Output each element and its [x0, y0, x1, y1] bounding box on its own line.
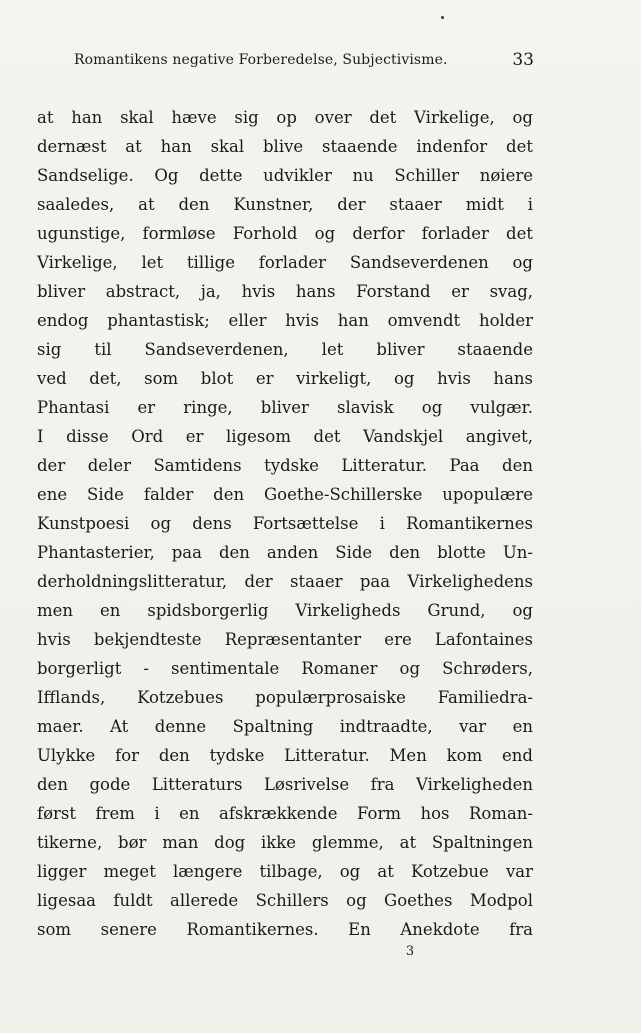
text-line: ugunstige, formløse Forhold og derfor forlader det	[37, 224, 533, 243]
text-line: Kunstpoesi og dens Fortsættelse i Romantikernes	[37, 514, 533, 533]
text-line: Phantasi er ringe, bliver slavisk og vulgær.	[37, 398, 533, 417]
body-text	[37, 103, 533, 944]
running-head: Romantikens negative Forberedelse, Subjectivisme.	[74, 52, 448, 68]
text-line: hvis bekjendteste Repræsentanter ere Lafontaines	[37, 630, 533, 649]
text-line: I disse Ord er ligesom det Vandskjel angivet,	[37, 427, 533, 446]
text-line: endog phantastisk; eller hvis han omvendt holder	[37, 311, 533, 330]
text-line: ved det, som blot er virkeligt, og hvis hans	[37, 369, 533, 388]
text-line: tikerne, bør man dog ikke glemme, at Spaltningen	[37, 833, 533, 852]
signature-mark: 3	[405, 944, 415, 959]
text-line: derholdningslitteratur, der staaer paa Virkelighedens	[37, 572, 533, 591]
text-line: ene Side falder den Goethe-Schillerske upopulære	[37, 485, 533, 504]
text-line: ligger meget længere tilbage, og at Kotzebue var	[37, 862, 533, 881]
text-line: maer. At denne Spaltning indtraadte, var en	[37, 717, 533, 736]
text-line: sig til Sandseverdenen, let bliver staaende	[37, 340, 533, 359]
text-line: Ifflands, Kotzebues populærprosaiske Familiedra-	[37, 688, 533, 707]
page-number: 33	[512, 50, 534, 70]
text-line: bliver abstract, ja, hvis hans Forstand er svag,	[37, 282, 533, 301]
text-line: Sandselige. Og dette udvikler nu Schiller nøiere	[37, 166, 533, 185]
text-line: men en spidsborgerlig Virkeligheds Grund, og	[37, 601, 533, 620]
text-line: borgerligt - sentimentale Romaner og Schrøders,	[37, 659, 533, 678]
text-line: som senere Romantikernes. En Anekdote fra	[37, 920, 533, 939]
text-line: der deler Samtidens tydske Litteratur. Paa den	[37, 456, 533, 475]
ink-speck	[441, 16, 444, 19]
text-line: Virkelige, let tillige forlader Sandseverdenen og	[37, 253, 533, 272]
text-line: Phantasterier, paa den anden Side den blotte Un-	[37, 543, 533, 562]
text-line: at han skal hæve sig op over det Virkelige, og	[37, 108, 533, 127]
text-line: den gode Litteraturs Løsrivelse fra Virkeligheden	[37, 775, 533, 794]
text-line: først frem i en afskrækkende Form hos Roman-	[37, 804, 533, 823]
text-line: dernæst at han skal blive staaende indenfor det	[37, 137, 533, 156]
page-header	[74, 52, 534, 76]
text-line: saaledes, at den Kunstner, der staaer midt i	[37, 195, 533, 214]
text-line: ligesaa fuldt allerede Schillers og Goethes Modpol	[37, 891, 533, 910]
text-line: Ulykke for den tydske Litteratur. Men kom end	[37, 746, 533, 765]
